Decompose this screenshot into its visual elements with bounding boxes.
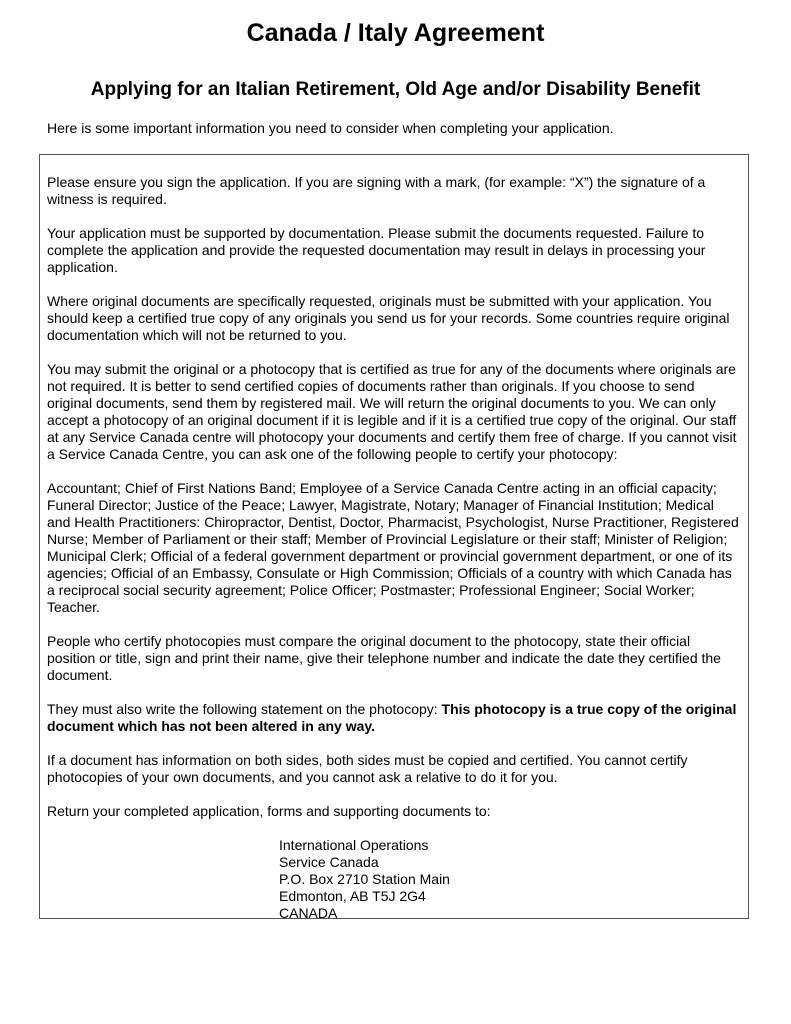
paragraph-both-sides: If a document has information on both sides, both sides must be copied and certified. You cannot certify photocopies of your own documents, and you cannot ask a relative to do it for you. — [47, 752, 688, 785]
address-line-4: Edmonton, AB T5J 2G4 — [279, 888, 426, 904]
information-box-content — [47, 174, 741, 922]
address-line-3: P.O. Box 2710 Station Main — [279, 871, 450, 887]
paragraph-photocopies: You may submit the original or a photocopy that is certified as true for any of the documents where originals are not required. It is better to send certified copies of documents rather than originals. If you choose to send original documents, send them by registered mail. We will return the original documents to you. We can only accept a photocopy of an original document if it is legible and if it is a certified true copy of the original. Our staff at any Service Canada centre will photocopy your documents and certify them free of charge. If you cannot visit a Service Canada Centre, you can ask one of the following people to certify your photocopy: — [47, 361, 737, 462]
information-box — [39, 154, 749, 919]
paragraph-documentation: Your application must be supported by documentation. Please submit the documents requested. Failure to complete the application and provide the requested documentation may result in delays in processing your application. — [47, 225, 706, 275]
paragraph-signature: Please ensure you sign the application. If you are signing with a mark, (for example: “X”) the signature of a witness is required. — [47, 174, 706, 207]
statement-intro: They must also write the following statement on the photocopy: — [47, 701, 442, 717]
paragraph-certifier-list: Accountant; Chief of First Nations Band; Employee of a Service Canada Centre acting in an official capacity; Funeral Director; Justice of the Peace; Lawyer, Magistrate, Notary; Manager of Financial Institution; Medical and Health Practitioners: Chiropractor, Dentist, Doctor, Pharmacist, Psychologist, Nurse Practitioner, Registered Nurse; Member of Parliament or their staff; Member of Provincial Legislature or their staff; Minister of Religion; Municipal Clerk; Official of a federal government department or provincial government department, or one of its agencies; Official of an Embassy, Consulate or High Commission; Officials of a country with which Canada has a reciprocal social security agreement; Police Officer; Postmaster; Professional Engineer; Social Worker; Teacher. — [47, 480, 739, 615]
page-title: Canada / Italy Agreement — [246, 19, 545, 47]
paragraph-statement — [47, 701, 741, 735]
address-line-5: CANADA — [279, 905, 338, 921]
paragraph-original-documents: Where original documents are specifically requested, originals must be submitted with your application. You should keep a certified true copy of any originals you send us for your records. Some countries require original documentation which will not be returned to you. — [47, 293, 730, 343]
paragraph-return-instructions: Return your completed application, forms and supporting documents to: — [47, 803, 491, 819]
intro-text: Here is some important information you need to consider when completing your application. — [47, 120, 614, 136]
paragraph-certification-requirements: People who certify photocopies must compare the original document to the photocopy, state their official position or title, sign and print their name, give their telephone number and indicate the date they certified the document. — [47, 633, 721, 683]
address-line-1: International Operations — [279, 837, 429, 853]
statement-bold: This photocopy is a true copy of the original document which has not been altered in any way. — [47, 701, 737, 734]
page-subtitle: Applying for an Italian Retirement, Old Age and/or Disability Benefit — [90, 79, 701, 100]
address-line-2: Service Canada — [279, 854, 379, 870]
mailing-address — [279, 837, 741, 922]
